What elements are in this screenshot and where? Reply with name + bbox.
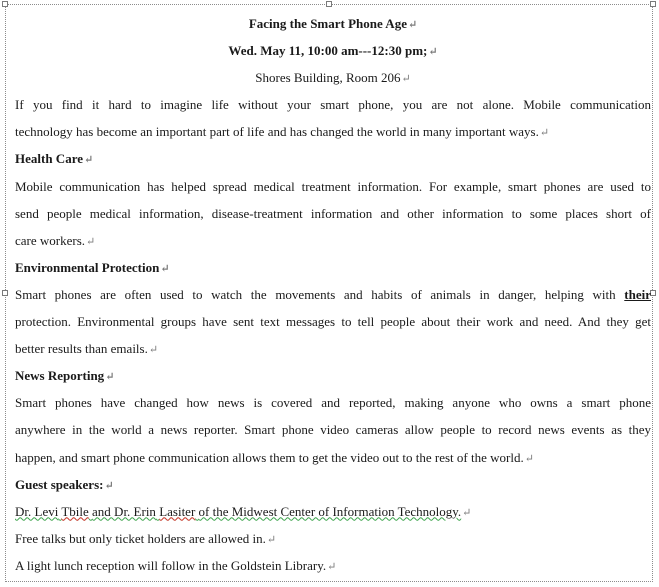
- paragraph-mark-icon: ↵: [524, 452, 534, 465]
- paragraph-mark-icon: ↵: [104, 479, 114, 492]
- paragraph-mark-icon: ↵: [401, 73, 411, 86]
- heading-health-care: Health Care↵: [15, 151, 94, 167]
- document-body[interactable]: [15, 10, 651, 579]
- heading-environmental-protection: Environmental Protection↵: [15, 259, 170, 275]
- speakers-line: Dr. Levi Tbile and Dr. Erin Lasiter of the Midwest Center of Information Technology.↵: [15, 503, 472, 519]
- free-talks-note: Free talks but only ticket holders are allowed in.↵: [15, 530, 277, 546]
- paragraph-mark-icon: ↵: [428, 46, 438, 59]
- environment-line-1: Smart phones are often used to watch the movements and habits of animals in danger, helping with their: [15, 286, 651, 302]
- event-location: Shores Building, Room 206↵: [255, 70, 411, 86]
- event-datetime: Wed. May 11, 10:00 am---12:30 pm;↵: [228, 43, 438, 59]
- resize-handle-top-center[interactable]: [326, 1, 332, 7]
- document-title: Facing the Smart Phone Age↵: [248, 16, 418, 31]
- health-line-2: send people medical information, disease-treatment information and other information to some places short of: [15, 205, 651, 221]
- paragraph-mark-icon: ↵: [462, 506, 472, 519]
- paragraph-mark-icon: ↵: [539, 127, 550, 140]
- paragraph-mark-icon: ↵: [327, 560, 337, 573]
- heading-guest-speakers: Guest speakers:↵: [15, 476, 114, 492]
- spellcheck-flag-lasiter: Lasiter: [159, 503, 196, 519]
- health-line-3: care workers.↵: [15, 232, 96, 248]
- spellcheck-flag-tbile: Tbile: [61, 503, 89, 519]
- underlined-word-their: their: [624, 286, 651, 302]
- environment-line-2: protection. Environmental groups have sent text messages to tell people about their work and need. And they get: [15, 314, 651, 330]
- resize-handle-top-right[interactable]: [650, 1, 656, 7]
- health-line-1: Mobile communication has helped spread medical treatment information. For example, smart phones are used to: [15, 178, 651, 194]
- lunch-note: A light lunch reception will follow in the Goldstein Library.↵: [15, 557, 337, 573]
- paragraph-mark-icon: ↵: [160, 262, 170, 275]
- paragraph-mark-icon: ↵: [266, 533, 277, 546]
- paragraph-mark-icon: ↵: [407, 19, 418, 31]
- environment-line-3: better results than emails.↵: [15, 341, 159, 357]
- heading-news-reporting: News Reporting↵: [15, 368, 115, 384]
- intro-line-2: technology has become an important part of life and has changed the world in many important ways.↵: [15, 124, 550, 140]
- paragraph-mark-icon: ↵: [86, 235, 96, 248]
- paragraph-mark-icon: ↵: [105, 371, 115, 384]
- paragraph-mark-icon: ↵: [84, 154, 94, 167]
- news-line-1: Smart phones have changed how news is covered and reported, making anyone who owns a smart phone: [15, 395, 651, 411]
- news-line-3: happen, and smart phone communication allows them to get the video out to the rest of the world.↵: [15, 449, 534, 465]
- paragraph-mark-icon: ↵: [148, 344, 159, 357]
- resize-handle-middle-left[interactable]: [2, 290, 8, 296]
- intro-line-1: If you find it hard to imagine life without your smart phone, you are not alone. Mobile communication: [15, 97, 651, 113]
- news-line-2: anywhere in the world a news reporter. Smart phone video cameras allow people to record news events as they: [15, 422, 651, 438]
- resize-handle-top-left[interactable]: [2, 1, 8, 7]
